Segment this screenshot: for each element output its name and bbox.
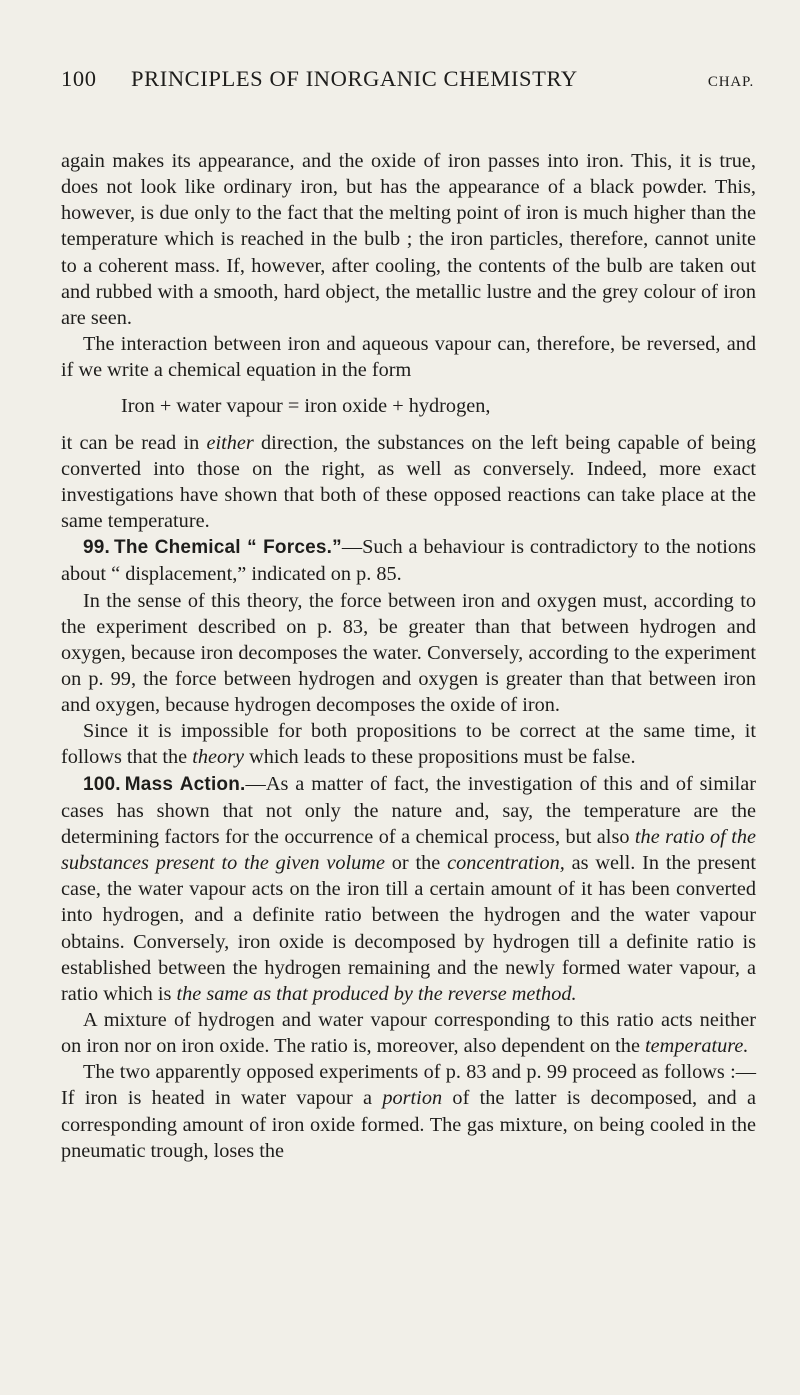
section-number: 100. <box>83 773 121 795</box>
text-run: as well. In the present case, the water vapour acts on the iron till a certain amount of it has been converted into hydrogen, and a definite ratio between the hydrogen and the water vapour obtains. Conversely, iron oxide is decomposed by hydrogen till a definite ratio is established between the hydrogen remaining and the newly formed water vapour, a ratio which is <box>61 852 756 1005</box>
text-run: direction, the substances on the left being capable of being converted into those on the right, as well as conversely. Indeed, more exact investigations have shown that both of these opposed reactions can take place at the same temperature. <box>61 431 756 533</box>
running-head <box>61 66 756 102</box>
page-number: 100 <box>61 66 97 91</box>
emphasis: concentration, <box>447 852 565 875</box>
emphasis: theory <box>192 746 245 769</box>
equation: Iron + water vapour = iron oxide + hydrogen, <box>121 395 491 418</box>
paragraph <box>61 430 756 535</box>
text-run: of the latter is decomposed, and a corresponding amount of iron oxide formed. The gas mixture, on being cooled in the pneumatic trough, loses the <box>61 1087 756 1162</box>
text-run: Since it is impossible for both propositions to be correct at the same time, it follows that the <box>61 720 756 769</box>
paragraph: The interaction between iron and aqueous vapour can, therefore, be reversed, and if we write a chemical equation in the form <box>61 333 756 382</box>
emphasis: the ratio of the substances present to the given volume <box>61 825 757 875</box>
emphasis: the same as that produced by the reverse method. <box>176 982 577 1005</box>
paragraph <box>61 1059 756 1164</box>
text-run: which leads to these propositions must be false. <box>244 746 636 769</box>
section-number: 99. <box>83 537 111 559</box>
text-run: The two apparently opposed experiments of p. 83 and p. 99 proceed as follows :—If iron is heated in water vapour a <box>61 1061 756 1110</box>
emphasis: either <box>206 431 254 454</box>
section-title: The Chemical “ Forces.” <box>114 537 342 559</box>
section-heading <box>83 537 342 558</box>
section-99 <box>61 534 756 587</box>
body-text <box>61 148 756 1164</box>
section-heading <box>83 774 246 795</box>
paragraph <box>61 718 756 770</box>
text-run: A mixture of hydrogen and water vapour corresponding to this ratio acts neither on iron nor on iron oxide. The ratio is, moreover, also dependent on the <box>61 1009 756 1058</box>
chapter-label: CHAP. <box>707 74 754 90</box>
text-run: —As a matter of fact, the investigation of this and of similar cases has shown that not only the nature and, say, the temperature are the determining factors for the occurrence of a chemical process, but also <box>61 772 756 848</box>
text-run: it can be read in <box>61 431 207 454</box>
text-run: —Such a behaviour is contradictory to the notions about “ displacement,” indicated on p. 85. <box>61 536 757 586</box>
emphasis: temperature. <box>645 1035 749 1058</box>
emphasis: portion <box>382 1087 443 1110</box>
running-title: PRINCIPLES OF INORGANIC CHEMISTRY <box>131 66 578 91</box>
paragraph <box>61 1007 756 1059</box>
text-run: or the <box>384 852 448 875</box>
paragraph: again makes its appearance, and the oxide of iron passes into iron. This, it is true, does not look like ordinary iron, but has the appearance of a black powder. This, however, is due only to the fact that the melting point of iron is much higher than the temperature which is reached in the bulb ; the iron particles, therefore, cannot unite to a coherent mass. If, however, after cooling, the contents of the bulb are taken out and rubbed with a smooth, hard object, the metallic lustre and the grey colour of iron are seen. <box>61 150 756 329</box>
paragraph: In the sense of this theory, the force between iron and oxygen must, according to the experiment described on p. 83, be greater than that between hydrogen and oxygen, because iron decomposes the water. Conversely, according to the experiment on p. 99, the force between hydrogen and oxygen is greater than that between iron and oxygen, because hydrogen decomposes the oxide of iron. <box>61 589 756 717</box>
section-title: Mass Action. <box>124 773 246 795</box>
section-100 <box>61 771 756 1007</box>
